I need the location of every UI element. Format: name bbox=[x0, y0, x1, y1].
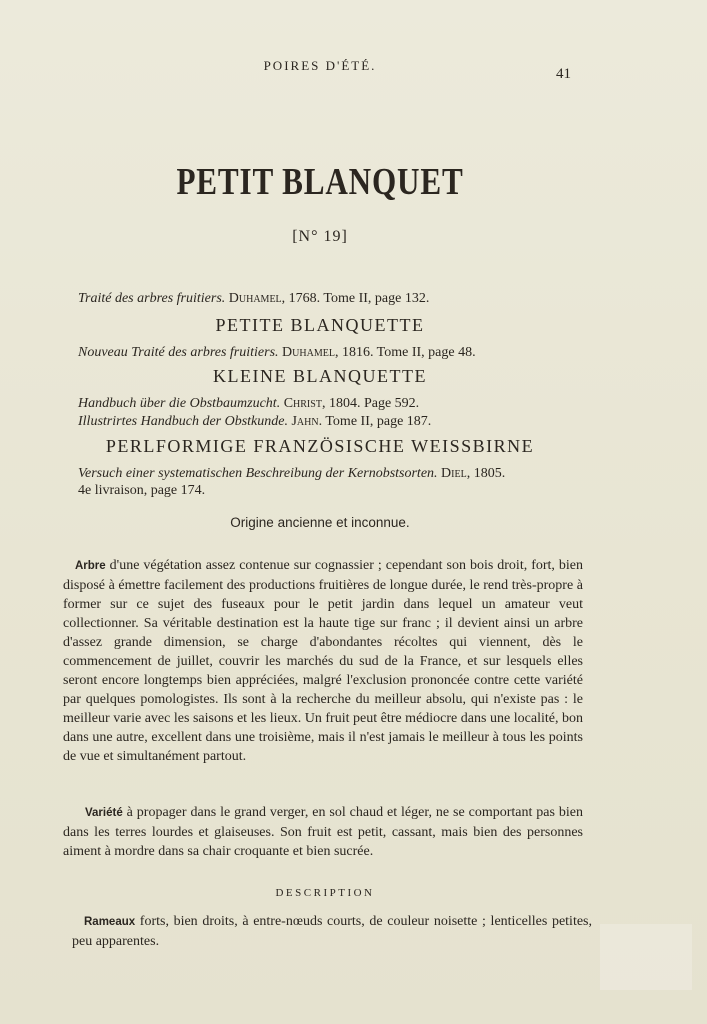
synonym-heading: PERLFORMIGE FRANZÖSISCHE WEISSBIRNE bbox=[105, 436, 535, 456]
synonym-heading: PETITE BLANQUETTE bbox=[215, 315, 425, 335]
paragraph-variete bbox=[63, 803, 583, 861]
variety-number: [N° 19] bbox=[292, 228, 348, 245]
runin-heading: Arbre bbox=[75, 560, 106, 572]
reference-continuation: 4e livraison, page 174. bbox=[78, 483, 206, 498]
reference-work: Versuch einer systematischen Beschreibung der Kernobstsorten. bbox=[78, 466, 438, 481]
reference-work: Handbuch über die Obstbaumzucht. bbox=[78, 396, 281, 411]
running-head: POIRES D'ÉTÉ. bbox=[263, 58, 377, 73]
reference-work: Illustrirtes Handbuch der Obstkunde. bbox=[78, 414, 288, 429]
runin-heading: Rameaux bbox=[84, 916, 136, 928]
reference-work: Nouveau Traité des arbres fruitiers. bbox=[78, 345, 279, 360]
reference-line bbox=[78, 395, 638, 412]
page-number: 41 bbox=[556, 66, 571, 82]
reference-author: Duhamel bbox=[282, 345, 335, 360]
reference-details: , 1804. Page 592. bbox=[321, 396, 420, 411]
reference-details: , 1768. Tome II, page 132. bbox=[281, 291, 430, 306]
reference-author: Duhamel bbox=[228, 291, 282, 306]
scan-mark bbox=[600, 924, 692, 990]
origin-line: Origine ancienne et inconnue. bbox=[230, 515, 410, 530]
reference-author: Diel bbox=[441, 466, 467, 481]
reference-work: Traité des arbres fruitiers. bbox=[78, 291, 226, 306]
runin-heading: Variété bbox=[85, 807, 123, 819]
paragraph-text: forts, bien droits, à entre-nœuds courts, de couleur noisette ; lenticelles petites, peu apparentes. bbox=[72, 914, 592, 949]
reference-details: , 1805. bbox=[466, 466, 506, 481]
page-title: PETIT BLANQUET bbox=[176, 161, 464, 203]
reference-author: Christ bbox=[283, 396, 322, 411]
reference-line bbox=[78, 413, 638, 430]
paragraph-text: d'une végétation assez contenue sur cognassier ; cependant son bois droit, fort, bien disposé à émettre facilement des productions fruitières de longue durée, le rend très-propre à former sur ce sujet des fuseaux pour le petit jardin dans lequel un amateur veut collectionner. Sa véritable destination est la haute tige sur franc ; il devient ainsi un arbre d'assez grande dimension, se charge d'abondantes récoltes qui viennent, dès le commencement de juillet, couvrir les marchés du sud de la France, et sur lesquels elles seront encore longtemps bien appréciées, malgré l'exclusion prononcée contre cette variété par quelques pomologistes. Ils sont à la recherche du meilleur absolu, qui n'existe pas : le meilleur varie avec les saisons et les lieux. Un fruit peut être médiocre dans une localité, bon dans une autre, excellent dans une troisième, mais il n'est jamais le meilleur à tous les points de vue et simultanément partout. bbox=[63, 558, 583, 764]
paragraph-text: à propager dans le grand verger, en sol chaud et léger, ne se comportant pas bien dans les terres lourdes et glaiseuses. Son fruit est petit, cassant, mais bien des personnes aiment à mordre dans sa chair croquante et bien sucrée. bbox=[63, 805, 583, 859]
reference-details: . Tome II, page 187. bbox=[318, 414, 432, 429]
reference-author: Jahn bbox=[291, 414, 319, 429]
paragraph-rameaux bbox=[72, 912, 592, 951]
description-heading: DESCRIPTION bbox=[275, 887, 375, 899]
paragraph-arbre bbox=[63, 556, 583, 766]
reference-line bbox=[78, 344, 638, 361]
reference-details: , 1816. Tome II, page 48. bbox=[334, 345, 476, 360]
reference-line bbox=[78, 465, 638, 482]
synonym-heading: KLEINE BLANQUETTE bbox=[213, 366, 427, 386]
reference-line bbox=[78, 290, 638, 307]
